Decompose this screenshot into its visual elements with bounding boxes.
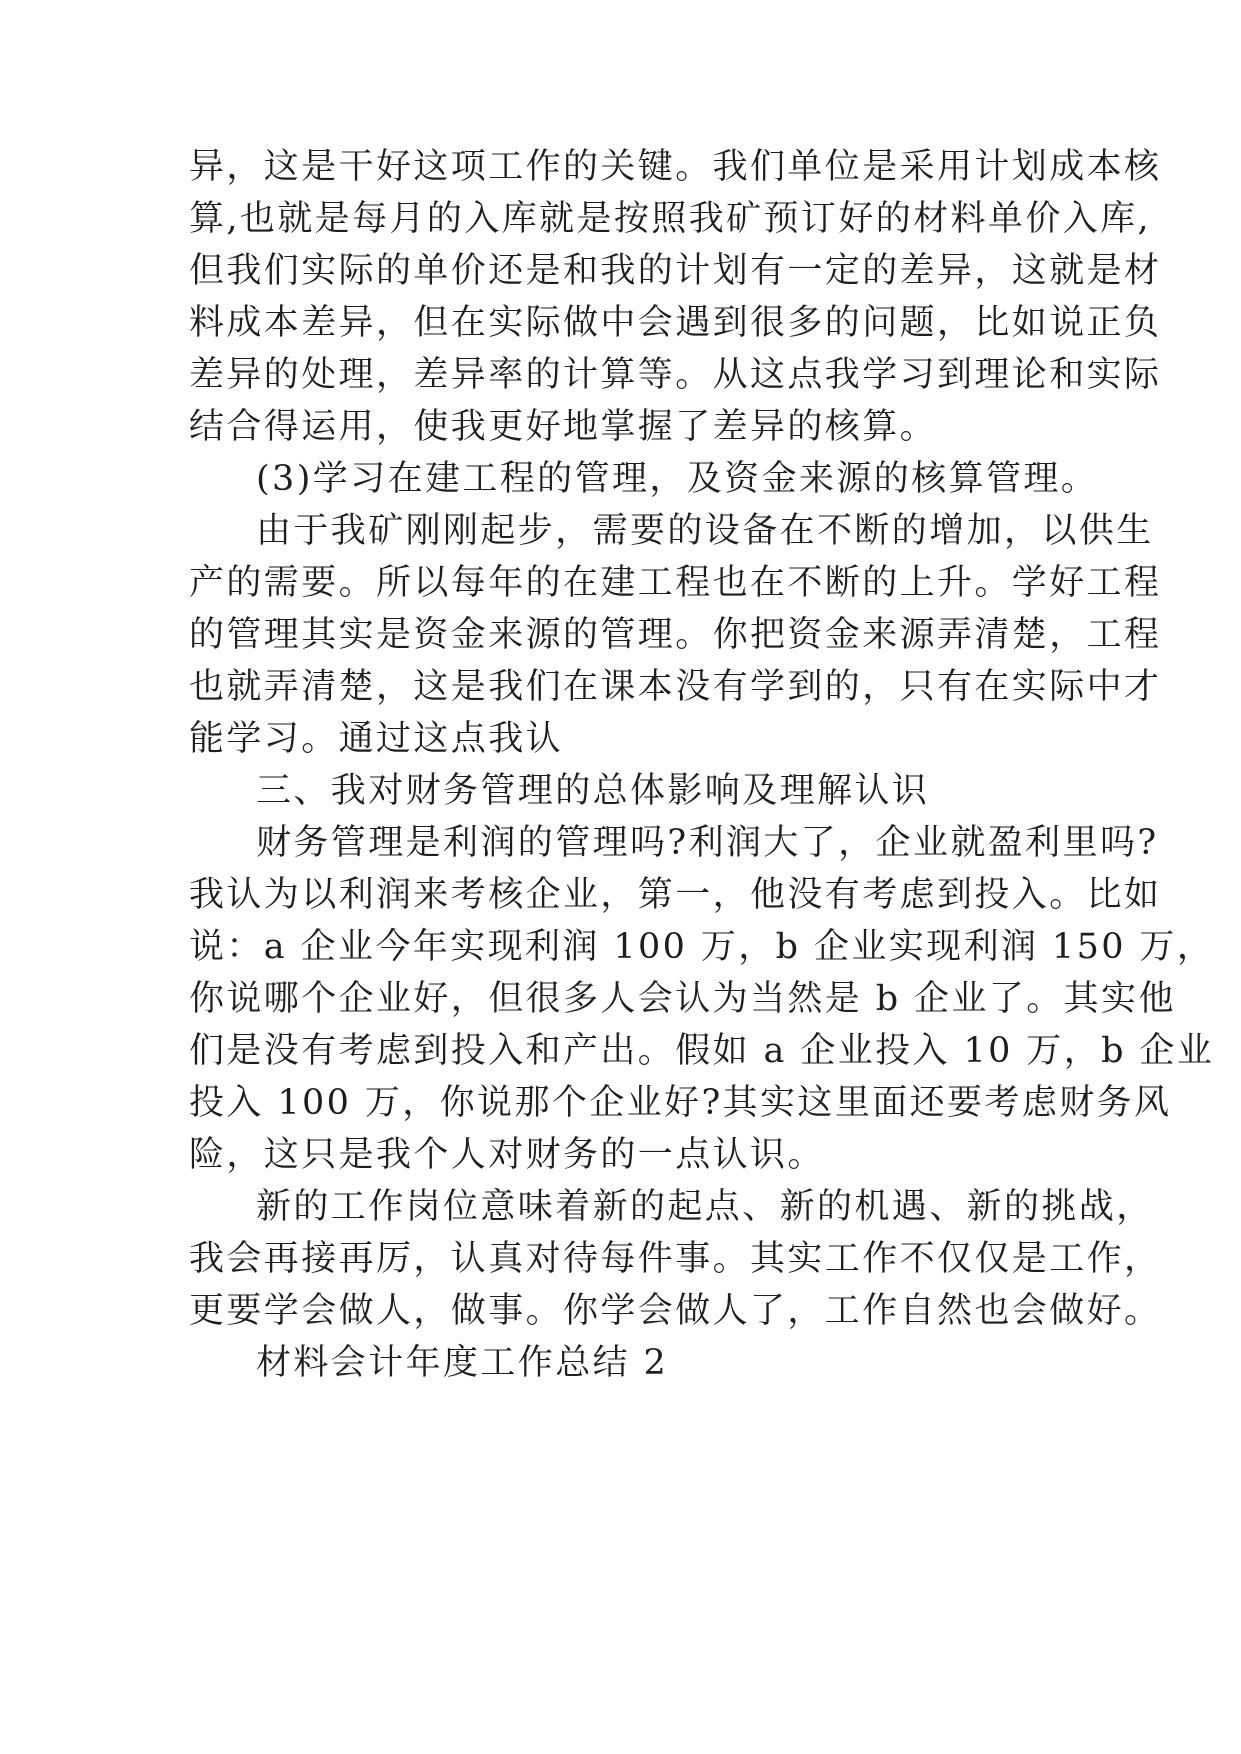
document-title: 材料会计年度工作总结 2 (256, 1343, 669, 1383)
paragraph-line: 你说哪个企业好，但很多人会认为当然是 b 企业了。其实他 (189, 979, 1176, 1019)
paragraph-line: 投入 100 万，你说那个企业好?其实这里面还要考虑财务风 (189, 1083, 1172, 1123)
paragraph-line: 结合得运用，使我更好地掌握了差异的核算。 (189, 407, 938, 447)
section-heading: 三、我对财务管理的总体影响及理解认识 (256, 771, 930, 811)
paragraph-line: 财务管理是利润的管理吗?利润大了，企业就盈利里吗? (256, 823, 1159, 863)
paragraph-line: 也就弄清楚，这是我们在课本没有学到的，只有在实际中才 (189, 667, 1162, 707)
paragraph-line: 们是没有考虑到投入和产出。假如 a 企业投入 10 万，b 企业 (189, 1031, 1215, 1071)
paragraph-line: 险，这只是我个人对财务的一点认识。 (189, 1135, 825, 1175)
paragraph-line: 说：a 企业今年实现利润 100 万，b 企业实现利润 150 万， (189, 927, 1215, 967)
paragraph-line: 的管理其实是资金来源的管理。你把资金来源弄清楚，工程 (189, 615, 1162, 655)
paragraph-line: 产的需要。所以每年的在建工程也在不断的上升。学好工程 (189, 563, 1162, 603)
paragraph-line: 能学习。通过这点我认 (189, 719, 564, 759)
paragraph-line: 异，这是干好这项工作的关键。我们单位是采用计划成本核 (189, 147, 1162, 187)
paragraph-line: 料成本差异，但在实际做中会遇到很多的问题，比如说正负 (189, 303, 1162, 343)
paragraph-line: 更要学会做人，做事。你学会做人了，工作自然也会做好。 (189, 1291, 1162, 1331)
paragraph-line: 但我们实际的单价还是和我的计划有一定的差异，这就是材 (189, 251, 1162, 291)
paragraph-line: 我认为以利润来考核企业，第一，他没有考虑到投入。比如 (189, 875, 1162, 915)
section-heading: (3)学习在建工程的管理，及资金来源的核算管理。 (256, 459, 1099, 499)
paragraph-line: 算,也就是每月的入库就是按照我矿预订好的材料单价入库, (189, 199, 1152, 239)
paragraph-line: 差异的处理，差异率的计算等。从这点我学习到理论和实际 (189, 355, 1162, 395)
paragraph-line: 我会再接再厉，认真对待每件事。其实工作不仅仅是工作， (189, 1239, 1162, 1279)
paragraph-line: 由于我矿刚刚起步，需要的设备在不断的增加，以供生 (256, 511, 1154, 551)
paragraph-line: 新的工作岗位意味着新的起点、新的机遇、新的挑战， (256, 1187, 1154, 1227)
